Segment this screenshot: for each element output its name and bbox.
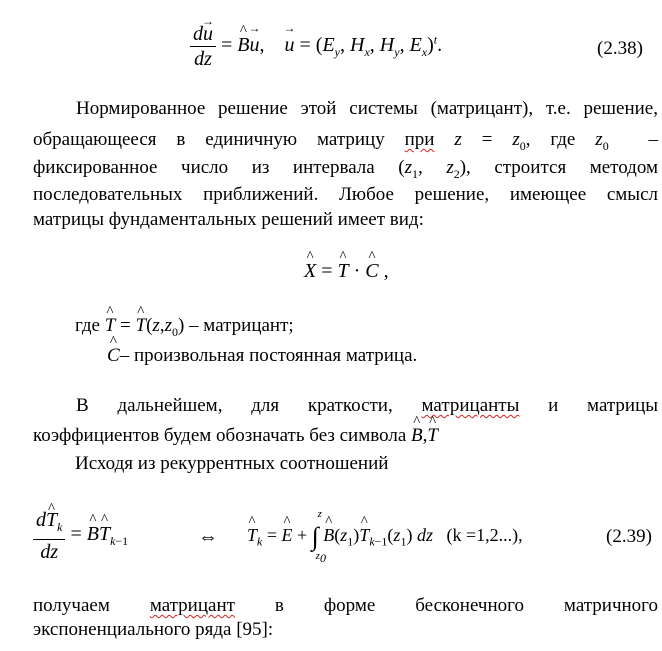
equivalence-arrow: ⇔ [198,526,218,548]
word-pri: при [404,129,435,150]
para1-line4: последовательных приближений. Любое решение, имеющее смысл [33,184,658,205]
where-line1: где ^ T = ^ $T(z,z_0)$ – матрицант; [75,315,294,340]
para2-line3: Исходя из рекуррентных соотношений [75,453,389,474]
integral-sign: ∫ z $z_0$ [311,508,326,565]
para1-line5: матрицы фундаментальных решений имеет вид: [33,209,424,230]
equation-number-2-39: (2.39) [606,526,652,547]
equation-2-39-right: ^ $T_k$ = ^ E + ∫ z $z_0$ ^ $B(z_1)\^{}$ $T_{k-1}(z_1)$ dz (k =1,2...), [247,522,523,552]
para2-line2: коэффициентов будем обозначать без символа ^ B,^ T [33,425,438,447]
para1-line2: обращающееся в единичную матрицу при $z = z_0$, где $z_0$ – [33,129,659,153]
para2-line1: В дальнейшем, для краткости, матрицанты и матрицы [76,395,659,416]
equation-2-38: $\frac{d\to u}{dz}$ = ^ B→ u, → $u = (E_y$, $H_x$, $H_y$, $E_x)^t$. [190,22,442,71]
k-range: (k =1,2...), [446,525,523,546]
para3-line2: экспоненциального ряда [95]: [33,619,274,640]
equation-2-39-left: $\frac{d\^{} T_k}{dz}$ = ^ B^ $T_{k-1}$ [33,508,128,564]
para3-line1: получаем матрицант в форме бесконечного матричного [33,595,659,616]
where-line2: ^ C– произвольная постоянная матрица. [107,345,417,367]
derivative-du-dz: $\frac{d\to u}{dz}$ [190,22,216,71]
equation-x-t-c: ^ X = ^ T · ^ C , [304,260,389,283]
para1-line3: фиксированное число из интервала ($z_1$, $z_2$), строится методом [33,157,659,181]
equation-number-2-38: (2.38) [597,38,643,59]
para1-line1: Нормированное решение этой системы (матрицант), т.е. решение, [76,98,658,119]
